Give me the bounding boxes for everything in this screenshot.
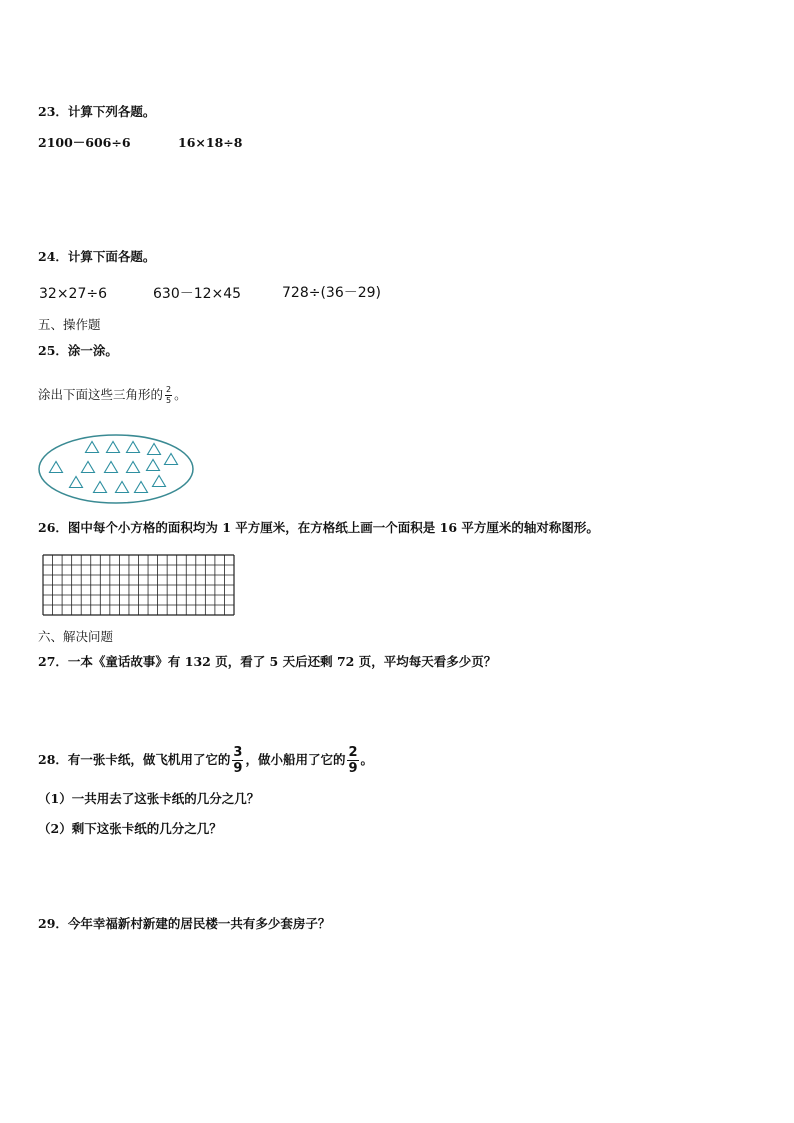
triangle-10[interactable] <box>165 454 178 465</box>
section-6-title: 六、解决问题 <box>38 629 114 644</box>
q23-expression-1: 2100－606÷6 <box>38 135 131 150</box>
triangle-8[interactable] <box>127 462 140 473</box>
q28-fraction-1-denominator: 9 <box>233 761 243 776</box>
q28-fraction-2-denominator: 9 <box>348 761 358 776</box>
triangle-3[interactable] <box>127 442 140 453</box>
q28-subquestion-2: （2）剩下这张卡纸的几分之几？ <box>38 821 222 836</box>
q25-fraction-denominator: 5 <box>166 396 172 405</box>
q29-title: 29．今年幸福新村新建的居民楼一共有多少套房子？ <box>38 916 331 931</box>
q24-title: 24．计算下面各题。 <box>38 249 156 264</box>
triangle-9[interactable] <box>147 460 160 471</box>
q23-expression-2: 16×18÷8 <box>178 135 243 150</box>
q24-expression-1: 32×27÷6 <box>39 286 107 302</box>
triangle-2[interactable] <box>107 442 120 453</box>
triangle-13[interactable] <box>116 482 129 493</box>
q28-fraction-2-numerator: 2 <box>348 745 358 760</box>
triangles-group <box>50 442 178 493</box>
q25-title: 25．涂一涂。 <box>38 343 118 358</box>
q28-fraction-1 <box>232 746 243 775</box>
q25-fraction <box>165 386 172 405</box>
q28-text-2: ，做小船用了它的 <box>245 752 346 768</box>
grid-paper[interactable] <box>41 553 236 617</box>
q27-title: 27．一本《童话故事》有 132 页，看了 5 天后还剩 72 页，平均每天看多少页？ <box>38 654 497 669</box>
q23-title: 23．计算下列各题。 <box>38 104 156 119</box>
q24-expression-3: 728÷(36－29) <box>282 285 382 301</box>
triangle-11[interactable] <box>70 477 83 488</box>
triangle-14[interactable] <box>135 482 148 493</box>
triangle-ellipse-figure <box>36 432 198 508</box>
grid-lines <box>43 555 234 615</box>
q28-fraction-1-numerator: 3 <box>233 745 243 760</box>
q28-subquestion-1: （1）一共用去了这张卡纸的几分之几？ <box>38 791 260 806</box>
triangle-4[interactable] <box>148 444 161 455</box>
q25-fraction-numerator: 2 <box>166 385 172 394</box>
triangle-5[interactable] <box>50 462 63 473</box>
triangle-7[interactable] <box>105 462 118 473</box>
triangle-1[interactable] <box>86 442 99 453</box>
triangle-6[interactable] <box>82 462 95 473</box>
q28-fraction-2 <box>347 746 358 775</box>
triangle-15[interactable] <box>153 476 166 487</box>
triangle-12[interactable] <box>94 482 107 493</box>
q25-instruction <box>38 386 187 405</box>
q28-text-1: 28．有一张卡纸，做飞机用了它的 <box>38 752 231 768</box>
q25-text-before: 涂出下面这些三角形的 <box>38 387 164 402</box>
q24-expression-2: 630－12×45 <box>153 286 242 302</box>
section-5-title: 五、操作题 <box>38 317 101 332</box>
q26-title: 26．图中每个小方格的面积均为 1 平方厘米，在方格纸上画一个面积是 16 平方厘米的轴对称图形。 <box>38 520 599 535</box>
q28-text-3: 。 <box>360 752 374 768</box>
q25-text-after: 。 <box>174 387 187 402</box>
q28-title <box>38 746 373 775</box>
